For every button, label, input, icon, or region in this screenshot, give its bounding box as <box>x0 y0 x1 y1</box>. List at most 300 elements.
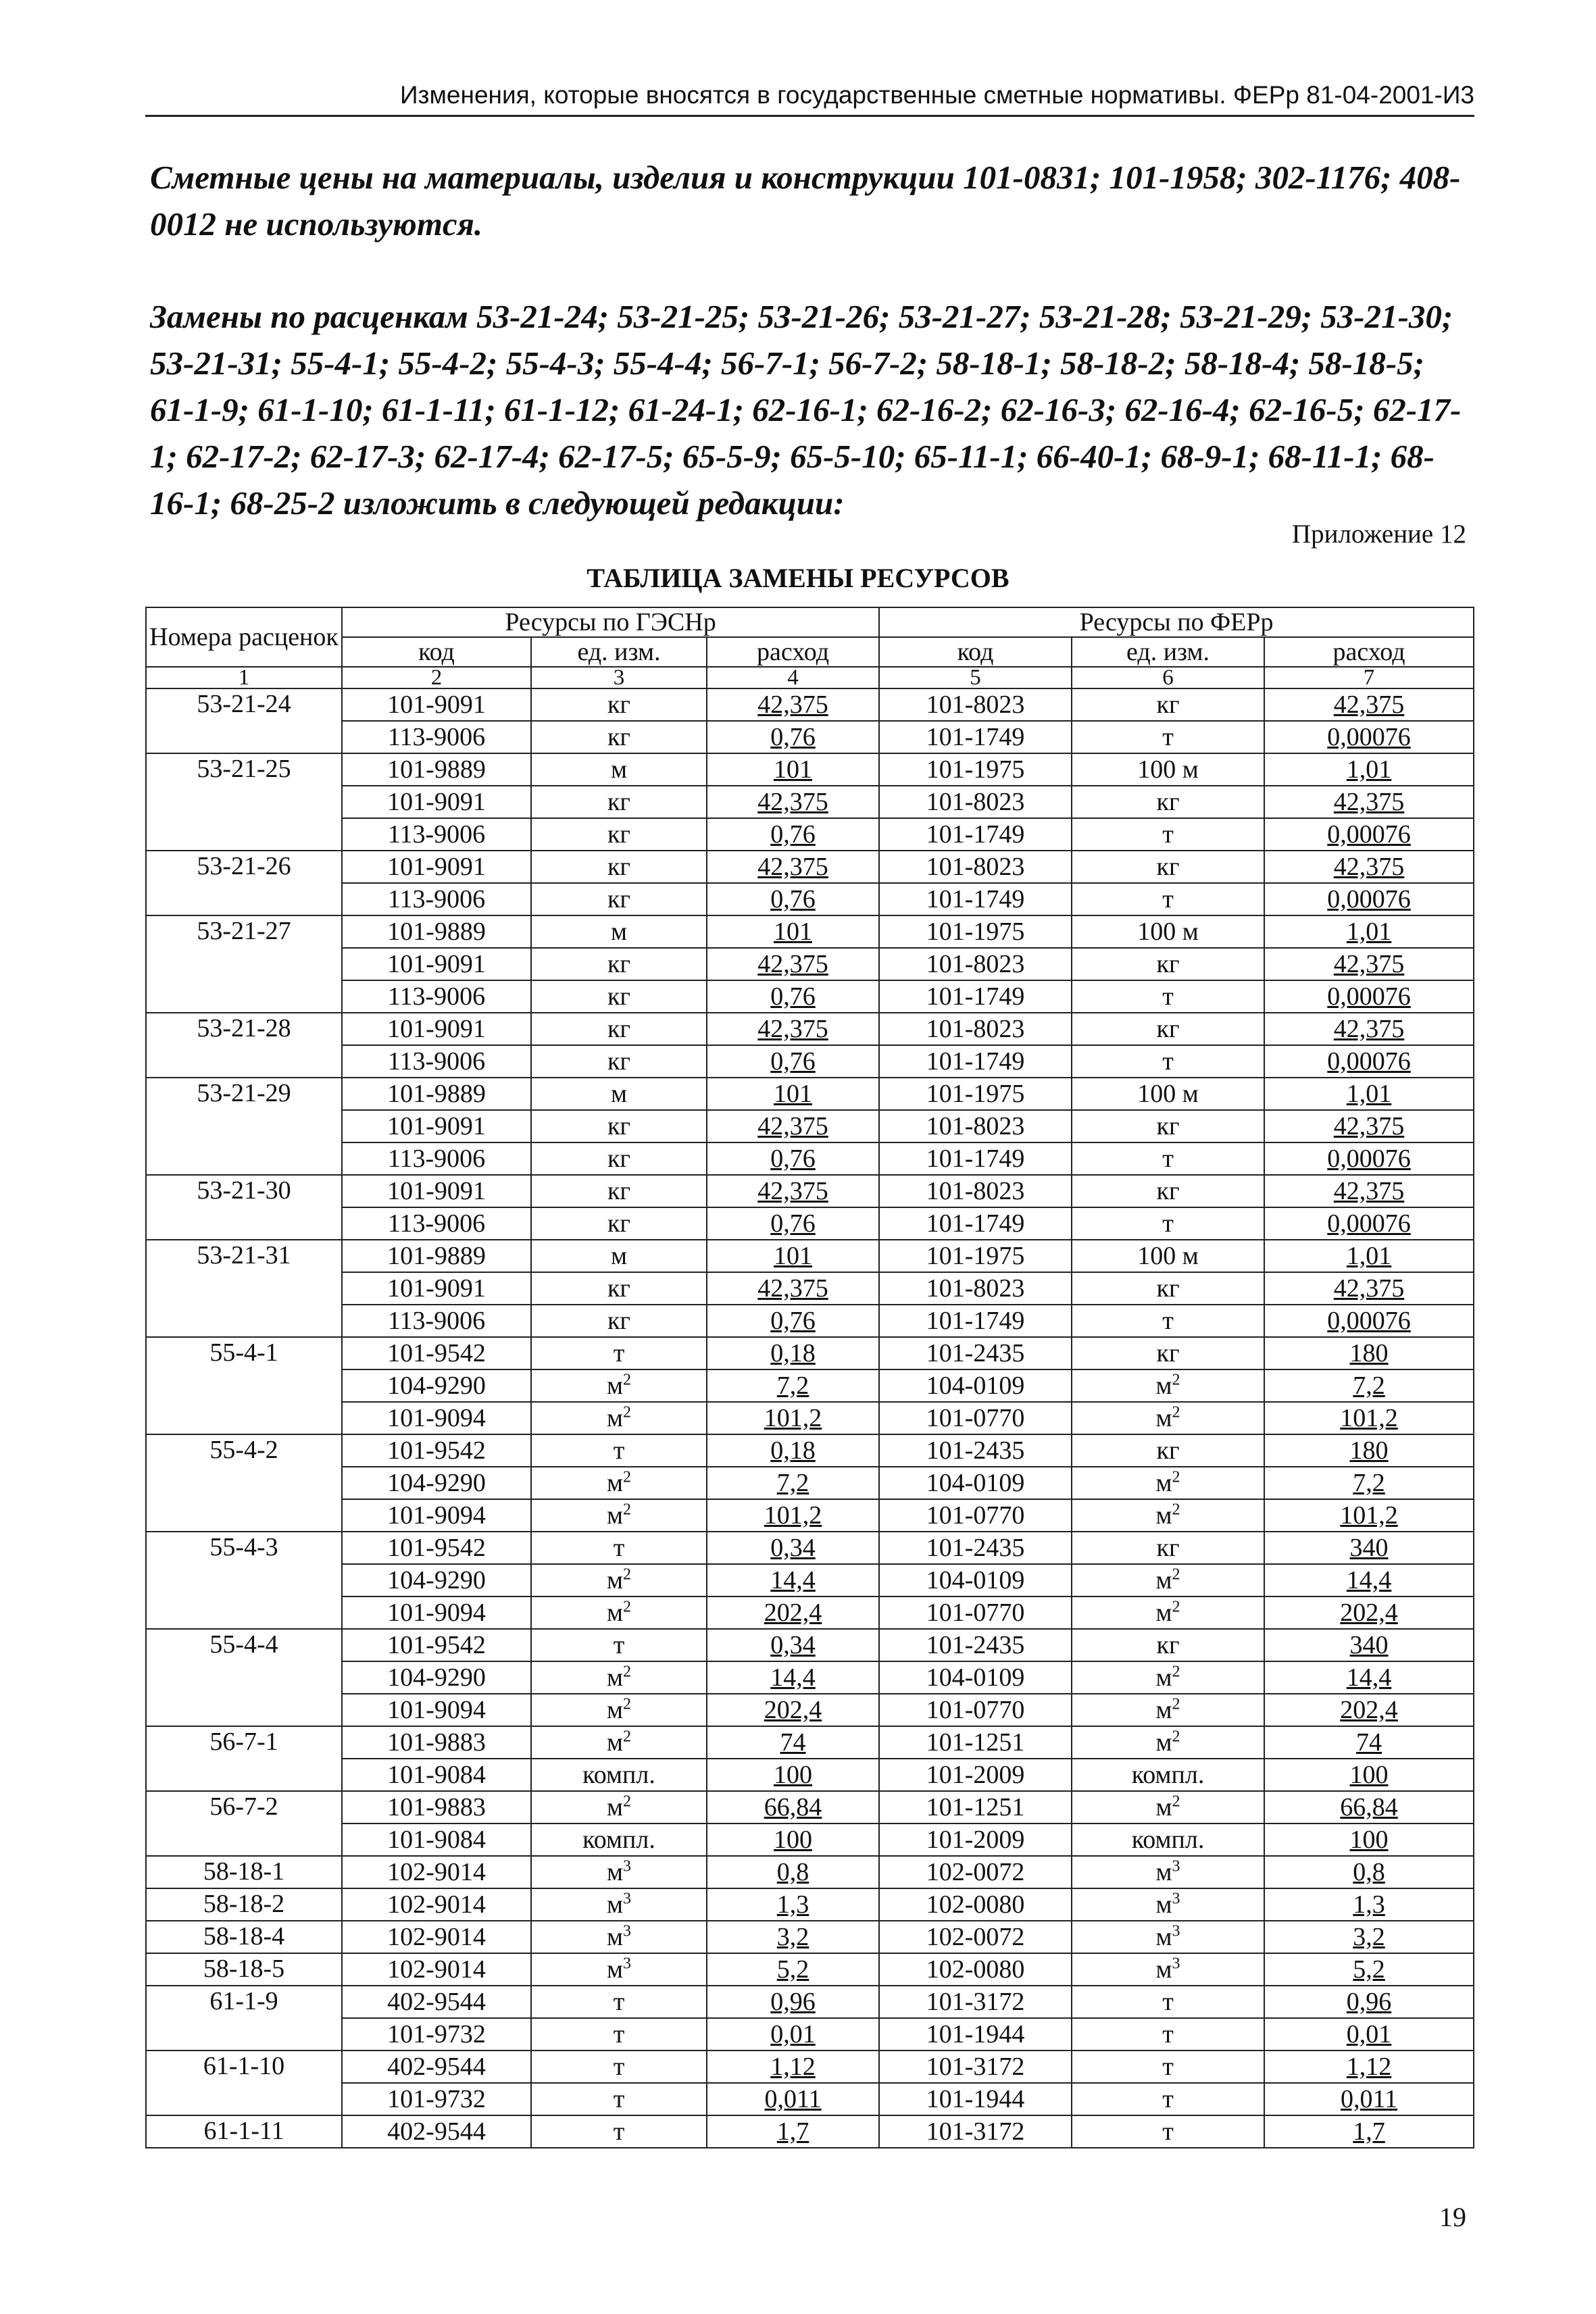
gesn-unit-cell: т <box>531 1532 707 1564</box>
gesn-unit-cell: $м^2$ <box>531 1467 707 1499</box>
rate-number-cell: 53-21-25 <box>146 753 342 851</box>
fer-code-cell: 104-0109 <box>879 1369 1072 1402</box>
fer-code-cell: 101-1975 <box>879 915 1072 948</box>
fer-unit-cell: т <box>1072 1207 1264 1240</box>
gesn-consumption-cell: 42,375 <box>707 786 879 818</box>
gesn-consumption-cell: 14,4 <box>707 1661 879 1694</box>
table-row <box>146 1272 1474 1305</box>
fer-code-cell: 101-8023 <box>879 1175 1072 1207</box>
fer-unit-cell: т <box>1072 1986 1264 2018</box>
gesn-unit-cell: кг <box>531 688 707 721</box>
gesn-code-cell: 102-9014 <box>342 1921 531 1953</box>
table-row <box>146 1661 1474 1694</box>
gesn-code-cell: 101-9094 <box>342 1402 531 1434</box>
gesn-code-cell: 402-9544 <box>342 1986 531 2018</box>
table-row <box>146 1694 1474 1726</box>
fer-code-cell: 101-8023 <box>879 688 1072 721</box>
gesn-code-cell: 101-9883 <box>342 1791 531 1823</box>
fer-code-cell: 101-0770 <box>879 1499 1072 1532</box>
fer-unit-cell: т <box>1072 2051 1264 2083</box>
fer-code-cell: 102-0080 <box>879 1888 1072 1921</box>
fer-consumption-cell: 1,01 <box>1264 753 1474 786</box>
fer-code-cell: 101-8023 <box>879 786 1072 818</box>
gesn-consumption-cell: 74 <box>707 1726 879 1759</box>
gesn-consumption-cell: 100 <box>707 1759 879 1791</box>
gesn-unit-cell: кг <box>531 883 707 915</box>
table-row <box>146 2018 1474 2051</box>
table-row <box>146 1791 1474 1823</box>
fer-unit-cell: кг <box>1072 851 1264 883</box>
gesn-unit-cell: кг <box>531 721 707 753</box>
fer-consumption-cell: 340 <box>1264 1629 1474 1661</box>
table-row <box>146 915 1474 948</box>
table-row <box>146 1953 1474 1986</box>
fer-unit-cell: $м^2$ <box>1072 1402 1264 1434</box>
gesn-unit-cell: т <box>531 1986 707 2018</box>
gesn-unit-cell: $м^2$ <box>531 1791 707 1823</box>
fer-consumption-cell: 7,2 <box>1264 1369 1474 1402</box>
table-row <box>146 1629 1474 1661</box>
gesn-consumption-cell: 14,4 <box>707 1564 879 1596</box>
gesn-code-cell: 101-9732 <box>342 2083 531 2115</box>
column-number-row <box>146 667 1474 688</box>
column-number: 3 <box>531 667 707 688</box>
rate-number-cell: 53-21-28 <box>146 1013 342 1078</box>
fer-code-cell: 102-0080 <box>879 1953 1072 1986</box>
fer-consumption-cell: 5,2 <box>1264 1953 1474 1986</box>
fer-consumption-cell: 100 <box>1264 1823 1474 1856</box>
rate-number-cell: 53-21-31 <box>146 1240 342 1337</box>
gesn-unit-cell: кг <box>531 1013 707 1045</box>
table-row <box>146 1240 1474 1272</box>
table-row <box>146 1726 1474 1759</box>
gesn-unit-cell: т <box>531 1629 707 1661</box>
gesn-consumption-cell: 7,2 <box>707 1369 879 1402</box>
gesn-consumption-cell: 0,76 <box>707 1142 879 1175</box>
fer-consumption-cell: 1,12 <box>1264 2051 1474 2083</box>
gesn-consumption-cell: 202,4 <box>707 1694 879 1726</box>
gesn-code-cell: 102-9014 <box>342 1856 531 1888</box>
table-row <box>146 2083 1474 2115</box>
fer-consumption-cell: 0,00076 <box>1264 1207 1474 1240</box>
rate-number-cell: 55-4-4 <box>146 1629 342 1726</box>
gesn-unit-cell: $м^3$ <box>531 1888 707 1921</box>
fer-code-cell: 101-2009 <box>879 1823 1072 1856</box>
gesn-code-cell: 101-9883 <box>342 1726 531 1759</box>
fer-consumption-cell: 0,00076 <box>1264 721 1474 753</box>
fer-consumption-cell: 0,00076 <box>1264 818 1474 851</box>
table-row <box>146 1856 1474 1888</box>
fer-code-cell: 101-1749 <box>879 721 1072 753</box>
gesn-code-cell: 102-9014 <box>342 1953 531 1986</box>
fer-consumption-cell: 180 <box>1264 1337 1474 1369</box>
fer-unit-cell: кг <box>1072 1337 1264 1369</box>
gesn-unit-cell: $м^2$ <box>531 1369 707 1402</box>
gesn-code-cell: 113-9006 <box>342 1045 531 1078</box>
fer-consumption-cell: 42,375 <box>1264 851 1474 883</box>
fer-code-cell: 101-1944 <box>879 2018 1072 2051</box>
fer-unit-cell: т <box>1072 883 1264 915</box>
gesn-unit-cell: кг <box>531 1110 707 1142</box>
fer-code-cell: 101-1944 <box>879 2083 1072 2115</box>
fer-unit-cell: кг <box>1072 948 1264 980</box>
fer-consumption-cell: 202,4 <box>1264 1596 1474 1629</box>
table-row <box>146 2051 1474 2083</box>
gesn-code-cell: 101-9889 <box>342 915 531 948</box>
gesn-consumption-cell: 42,375 <box>707 1110 879 1142</box>
table-row <box>146 1175 1474 1207</box>
fer-consumption-cell: 1,7 <box>1264 2115 1474 2148</box>
gesn-consumption-cell: 101 <box>707 915 879 948</box>
fer-consumption-cell: 42,375 <box>1264 1013 1474 1045</box>
fer-unit-cell: $м^3$ <box>1072 1888 1264 1921</box>
gesn-code-cell: 113-9006 <box>342 980 531 1013</box>
rate-number-cell: 53-21-26 <box>146 851 342 915</box>
gesn-code-cell: 101-9094 <box>342 1694 531 1726</box>
gesn-code-cell: 101-9542 <box>342 1532 531 1564</box>
fer-unit-cell: $м^2$ <box>1072 1726 1264 1759</box>
fer-consumption-cell: 0,00076 <box>1264 1142 1474 1175</box>
fer-unit-cell: кг <box>1072 1629 1264 1661</box>
fer-unit-cell: т <box>1072 980 1264 1013</box>
fer-code-cell: 104-0109 <box>879 1467 1072 1499</box>
fer-unit-cell: кг <box>1072 688 1264 721</box>
gesn-consumption-cell: 42,375 <box>707 948 879 980</box>
fer-consumption-cell: 0,8 <box>1264 1856 1474 1888</box>
gesn-consumption-cell: 101,2 <box>707 1499 879 1532</box>
fer-consumption-cell: 1,01 <box>1264 915 1474 948</box>
gesn-code-cell: 101-9732 <box>342 2018 531 2051</box>
gesn-unit-cell: кг <box>531 1142 707 1175</box>
fer-code-cell: 101-1749 <box>879 1045 1072 1078</box>
gesn-unit-cell: $м^2$ <box>531 1499 707 1532</box>
table-row <box>146 721 1474 753</box>
fer-unit-cell: $м^2$ <box>1072 1791 1264 1823</box>
gesn-unit-cell: компл. <box>531 1823 707 1856</box>
table-row <box>146 980 1474 1013</box>
fer-unit-cell: кг <box>1072 1110 1264 1142</box>
fer-unit-cell: $м^2$ <box>1072 1596 1264 1629</box>
fer-unit-cell: кг <box>1072 786 1264 818</box>
gesn-consumption-cell: 0,18 <box>707 1434 879 1467</box>
table-row <box>146 1337 1474 1369</box>
gesn-code-cell: 101-9084 <box>342 1823 531 1856</box>
fer-consumption-cell: 74 <box>1264 1726 1474 1759</box>
rate-number-cell: 56-7-2 <box>146 1791 342 1856</box>
fer-code-cell: 101-8023 <box>879 1110 1072 1142</box>
gesn-code-cell: 101-9889 <box>342 1240 531 1272</box>
gesn-code-cell: 113-9006 <box>342 1207 531 1240</box>
fer-code-cell: 101-0770 <box>879 1402 1072 1434</box>
gesn-unit-cell: т <box>531 2115 707 2148</box>
fer-code-cell: 104-0109 <box>879 1661 1072 1694</box>
gesn-code-cell: 101-9091 <box>342 851 531 883</box>
fer-code-cell: 102-0072 <box>879 1856 1072 1888</box>
gesn-unit-cell: кг <box>531 1207 707 1240</box>
fer-consumption-cell: 0,011 <box>1264 2083 1474 2115</box>
fer-unit-cell: $м^2$ <box>1072 1369 1264 1402</box>
fer-unit-cell: $м^3$ <box>1072 1856 1264 1888</box>
gesn-unit-cell: кг <box>531 948 707 980</box>
fer-consumption-cell: 0,00076 <box>1264 1305 1474 1337</box>
header-gesn-code: код <box>342 637 531 667</box>
fer-unit-cell: т <box>1072 1045 1264 1078</box>
fer-unit-cell: 100 м <box>1072 753 1264 786</box>
table-row <box>146 2115 1474 2148</box>
gesn-consumption-cell: 101 <box>707 1078 879 1110</box>
table-row <box>146 1434 1474 1467</box>
fer-code-cell: 101-8023 <box>879 948 1072 980</box>
gesn-code-cell: 113-9006 <box>342 883 531 915</box>
header-gesn-unit: ед. изм. <box>531 637 707 667</box>
fer-unit-cell: $м^2$ <box>1072 1661 1264 1694</box>
rate-number-cell: 61-1-11 <box>146 2115 342 2148</box>
gesn-code-cell: 113-9006 <box>342 1305 531 1337</box>
gesn-code-cell: 101-9091 <box>342 688 531 721</box>
column-number: 7 <box>1264 667 1474 688</box>
paragraph-replacements: Замены по расценкам 53-21-24; 53-21-25; 53-21-26; 53-21-27; 53-21-28; 53-21-29; 53-21-30; 53-21-31; 55-4-1; 55-4-2; 55-4-3; 55-4-4; 56-7-1; 56-7-2; 58-18-1; 58-18-2; 58-18-4; 58-18-5; 61-1-9; 61-1-10; 61-1-11; 61-1-12; 61-24-1; 62-16-1; 62-16-2; 62-16-3; 62-16-4; 62-16-5; 62-17-1; 62-17-2; 62-17-3; 62-17-4; 62-17-5; 65-5-9; 65-5-10; 65-11-1; 66-40-1; 68-9-1; 68-11-1; 68-16-1; 68-25-2 изложить в следующей редакции: <box>150 298 1462 522</box>
gesn-consumption-cell: 1,3 <box>707 1888 879 1921</box>
gesn-consumption-cell: 0,011 <box>707 2083 879 2115</box>
gesn-code-cell: 402-9544 <box>342 2115 531 2148</box>
fer-consumption-cell: 3,2 <box>1264 1921 1474 1953</box>
header-fer-unit: ед. изм. <box>1072 637 1264 667</box>
running-header: Изменения, которые вносятся в государственные сметные нормативы. ФЕРр 81-04-2001-И3 <box>145 76 1474 117</box>
gesn-code-cell: 113-9006 <box>342 721 531 753</box>
gesn-code-cell: 101-9889 <box>342 753 531 786</box>
gesn-unit-cell: $м^2$ <box>531 1596 707 1629</box>
fer-code-cell: 101-1251 <box>879 1726 1072 1759</box>
fer-unit-cell: $м^3$ <box>1072 1953 1264 1986</box>
fer-unit-cell: т <box>1072 721 1264 753</box>
column-number: 6 <box>1072 667 1264 688</box>
fer-code-cell: 101-0770 <box>879 1596 1072 1629</box>
fer-code-cell: 101-3172 <box>879 2051 1072 2083</box>
gesn-unit-cell: кг <box>531 818 707 851</box>
header-gesn-consumption: расход <box>707 637 879 667</box>
fer-consumption-cell: 1,01 <box>1264 1240 1474 1272</box>
fer-unit-cell: $м^3$ <box>1072 1921 1264 1953</box>
gesn-code-cell: 101-9091 <box>342 1272 531 1305</box>
gesn-unit-cell: $м^2$ <box>531 1694 707 1726</box>
table-row <box>146 1986 1474 2018</box>
table-row <box>146 883 1474 915</box>
fer-unit-cell: т <box>1072 2083 1264 2115</box>
gesn-consumption-cell: 7,2 <box>707 1467 879 1499</box>
fer-code-cell: 101-2435 <box>879 1434 1072 1467</box>
fer-code-cell: 101-1975 <box>879 1078 1072 1110</box>
fer-consumption-cell: 42,375 <box>1264 1175 1474 1207</box>
fer-code-cell: 101-0770 <box>879 1694 1072 1726</box>
gesn-consumption-cell: 0,8 <box>707 1856 879 1888</box>
table-row <box>146 1499 1474 1532</box>
fer-unit-cell: т <box>1072 1142 1264 1175</box>
fer-consumption-cell: 101,2 <box>1264 1402 1474 1434</box>
gesn-consumption-cell: 0,76 <box>707 980 879 1013</box>
fer-consumption-cell: 14,4 <box>1264 1564 1474 1596</box>
fer-unit-cell: 100 м <box>1072 915 1264 948</box>
gesn-unit-cell: кг <box>531 980 707 1013</box>
table-row <box>146 1921 1474 1953</box>
fer-consumption-cell: 7,2 <box>1264 1467 1474 1499</box>
table-row <box>146 1564 1474 1596</box>
gesn-code-cell: 101-9091 <box>342 1013 531 1045</box>
gesn-unit-cell: т <box>531 1434 707 1467</box>
gesn-unit-cell: компл. <box>531 1759 707 1791</box>
gesn-code-cell: 101-9084 <box>342 1759 531 1791</box>
fer-unit-cell: компл. <box>1072 1759 1264 1791</box>
table-row <box>146 1823 1474 1856</box>
table-row <box>146 753 1474 786</box>
gesn-unit-cell: $м^2$ <box>531 1661 707 1694</box>
gesn-consumption-cell: 202,4 <box>707 1596 879 1629</box>
rate-number-cell: 53-21-24 <box>146 688 342 753</box>
fer-code-cell: 101-8023 <box>879 1272 1072 1305</box>
fer-code-cell: 104-0109 <box>879 1564 1072 1596</box>
table-row <box>146 818 1474 851</box>
fer-consumption-cell: 42,375 <box>1264 948 1474 980</box>
gesn-unit-cell: $м^2$ <box>531 1564 707 1596</box>
fer-code-cell: 101-1251 <box>879 1791 1072 1823</box>
fer-consumption-cell: 0,00076 <box>1264 1045 1474 1078</box>
fer-unit-cell: т <box>1072 2115 1264 2148</box>
fer-code-cell: 101-1749 <box>879 1207 1072 1240</box>
fer-consumption-cell: 340 <box>1264 1532 1474 1564</box>
table-row <box>146 1369 1474 1402</box>
fer-unit-cell: кг <box>1072 1175 1264 1207</box>
gesn-code-cell: 101-9091 <box>342 948 531 980</box>
fer-code-cell: 101-1975 <box>879 753 1072 786</box>
fer-consumption-cell: 0,96 <box>1264 1986 1474 2018</box>
fer-unit-cell: 100 м <box>1072 1240 1264 1272</box>
table-row <box>146 1013 1474 1045</box>
gesn-unit-cell: кг <box>531 851 707 883</box>
table-row <box>146 1402 1474 1434</box>
page-number: 19 <box>1439 2202 1466 2232</box>
gesn-code-cell: 104-9290 <box>342 1661 531 1694</box>
gesn-unit-cell: т <box>531 1337 707 1369</box>
fer-consumption-cell: 100 <box>1264 1759 1474 1791</box>
column-number: 4 <box>707 667 879 688</box>
table-row <box>146 688 1474 721</box>
gesn-unit-cell: $м^2$ <box>531 1402 707 1434</box>
rate-number-cell: 56-7-1 <box>146 1726 342 1791</box>
gesn-consumption-cell: 100 <box>707 1823 879 1856</box>
table-row <box>146 1888 1474 1921</box>
gesn-consumption-cell: 0,76 <box>707 1305 879 1337</box>
fer-code-cell: 101-2009 <box>879 1759 1072 1791</box>
fer-unit-cell: т <box>1072 1305 1264 1337</box>
gesn-code-cell: 101-9091 <box>342 1175 531 1207</box>
fer-code-cell: 102-0072 <box>879 1921 1072 1953</box>
gesn-unit-cell: $м^3$ <box>531 1953 707 1986</box>
gesn-code-cell: 104-9290 <box>342 1467 531 1499</box>
rate-number-cell: 55-4-1 <box>146 1337 342 1434</box>
gesn-consumption-cell: 42,375 <box>707 851 879 883</box>
gesn-unit-cell: т <box>531 2083 707 2115</box>
gesn-unit-cell: м <box>531 753 707 786</box>
gesn-consumption-cell: 3,2 <box>707 1921 879 1953</box>
fer-consumption-cell: 42,375 <box>1264 688 1474 721</box>
header-gesn-resources: Ресурсы по ГЭСНр <box>342 607 879 637</box>
fer-unit-cell: кг <box>1072 1272 1264 1305</box>
fer-unit-cell: 100 м <box>1072 1078 1264 1110</box>
table-row <box>146 1110 1474 1142</box>
fer-unit-cell: кг <box>1072 1434 1264 1467</box>
table-row <box>146 786 1474 818</box>
fer-code-cell: 101-3172 <box>879 2115 1072 2148</box>
appendix-label: Приложение 12 <box>1291 520 1466 549</box>
gesn-code-cell: 102-9014 <box>342 1888 531 1921</box>
gesn-unit-cell: кг <box>531 1305 707 1337</box>
gesn-code-cell: 101-9091 <box>342 1110 531 1142</box>
fer-consumption-cell: 0,00076 <box>1264 883 1474 915</box>
gesn-consumption-cell: 66,84 <box>707 1791 879 1823</box>
header-rate-numbers: Номера расценок <box>146 607 342 667</box>
fer-consumption-cell: 42,375 <box>1264 1110 1474 1142</box>
gesn-unit-cell: кг <box>531 1272 707 1305</box>
fer-code-cell: 101-1749 <box>879 818 1072 851</box>
table-title: ТАБЛИЦА ЗАМЕНЫ РЕСУРСОВ <box>587 563 1009 593</box>
table-row <box>146 948 1474 980</box>
gesn-unit-cell: кг <box>531 1045 707 1078</box>
gesn-code-cell: 104-9290 <box>342 1369 531 1402</box>
fer-unit-cell: $м^2$ <box>1072 1499 1264 1532</box>
fer-code-cell: 101-1749 <box>879 1142 1072 1175</box>
gesn-consumption-cell: 101 <box>707 753 879 786</box>
gesn-code-cell: 101-9889 <box>342 1078 531 1110</box>
gesn-code-cell: 113-9006 <box>342 818 531 851</box>
gesn-code-cell: 104-9290 <box>342 1564 531 1596</box>
gesn-consumption-cell: 1,12 <box>707 2051 879 2083</box>
gesn-code-cell: 402-9544 <box>342 2051 531 2083</box>
gesn-unit-cell: $м^2$ <box>531 1726 707 1759</box>
rate-number-cell: 53-21-27 <box>146 915 342 1013</box>
table-row <box>146 1532 1474 1564</box>
rate-number-cell: 55-4-2 <box>146 1434 342 1532</box>
fer-consumption-cell: 42,375 <box>1264 1272 1474 1305</box>
gesn-consumption-cell: 0,34 <box>707 1629 879 1661</box>
gesn-consumption-cell: 5,2 <box>707 1953 879 1986</box>
header-fer-consumption: расход <box>1264 637 1474 667</box>
gesn-consumption-cell: 0,96 <box>707 1986 879 2018</box>
gesn-code-cell: 101-9091 <box>342 786 531 818</box>
fer-unit-cell: $м^2$ <box>1072 1564 1264 1596</box>
gesn-code-cell: 113-9006 <box>342 1142 531 1175</box>
gesn-consumption-cell: 0,34 <box>707 1532 879 1564</box>
gesn-consumption-cell: 0,18 <box>707 1337 879 1369</box>
fer-code-cell: 101-3172 <box>879 1986 1072 2018</box>
rate-number-cell: 58-18-2 <box>146 1888 342 1921</box>
fer-consumption-cell: 180 <box>1264 1434 1474 1467</box>
rate-number-cell: 53-21-29 <box>146 1078 342 1175</box>
gesn-consumption-cell: 42,375 <box>707 1272 879 1305</box>
fer-code-cell: 101-1749 <box>879 980 1072 1013</box>
header-fer-resources: Ресурсы по ФЕРр <box>879 607 1474 637</box>
gesn-consumption-cell: 101,2 <box>707 1402 879 1434</box>
fer-unit-cell: $м^2$ <box>1072 1694 1264 1726</box>
fer-unit-cell: т <box>1072 818 1264 851</box>
fer-code-cell: 101-1975 <box>879 1240 1072 1272</box>
column-number: 5 <box>879 667 1072 688</box>
gesn-unit-cell: $м^3$ <box>531 1856 707 1888</box>
fer-unit-cell: кг <box>1072 1013 1264 1045</box>
rate-number-cell: 58-18-5 <box>146 1953 342 1986</box>
rate-number-cell: 53-21-30 <box>146 1175 342 1240</box>
fer-consumption-cell: 1,01 <box>1264 1078 1474 1110</box>
gesn-unit-cell: $м^3$ <box>531 1921 707 1953</box>
fer-consumption-cell: 101,2 <box>1264 1499 1474 1532</box>
